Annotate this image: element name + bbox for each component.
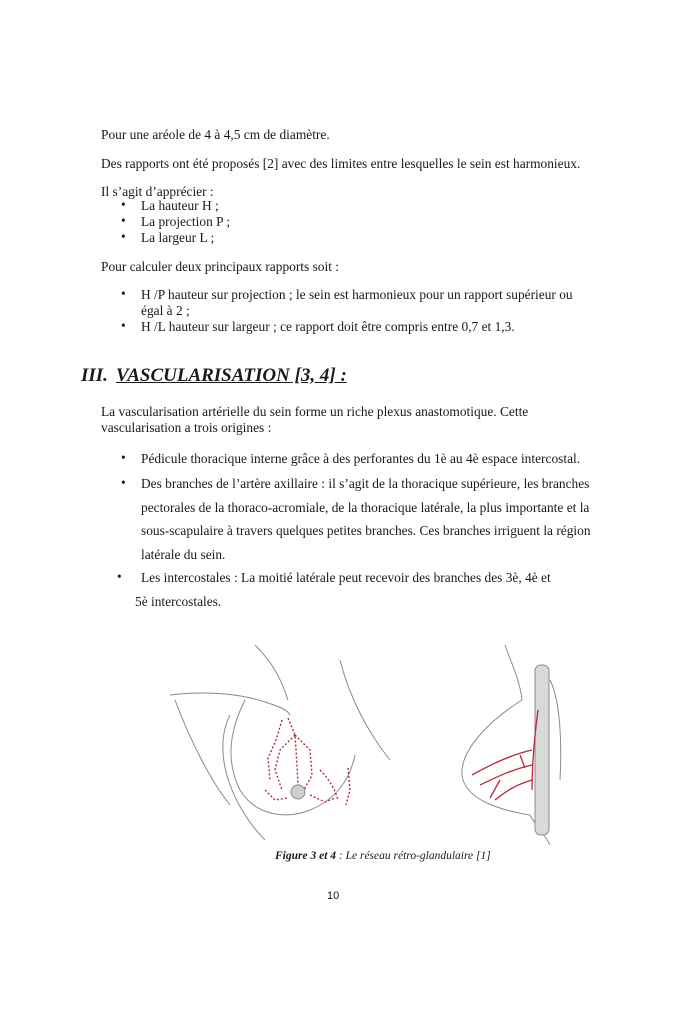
bullet: •	[117, 569, 122, 584]
bullet: •	[121, 197, 126, 212]
intro-line1: La vascularisation artérielle du sein forme un riche plexus anastomotique. Cette	[101, 404, 529, 419]
text-areole: Pour une aréole de 4 à 4,5 cm de diamètre.	[101, 127, 330, 142]
origin-item3-line1: Les intercostales : La moitié latérale peut recevoir des branches des 3è, 4è et	[141, 570, 551, 585]
text-apprecier: Il s’agit d’apprécier :	[101, 184, 214, 199]
origin-item2-line4: latérale du sein.	[141, 547, 226, 562]
origin-item3-line2: 5è intercostales.	[135, 594, 222, 609]
list-item-projection: La projection P ;	[141, 214, 231, 229]
text-rapports: Des rapports ont été proposés [2] avec des limites entre lesquelles le sein est harmonieux.	[101, 156, 581, 171]
origin-item2-line1: Des branches de l’artère axillaire : il s’agit de la thoracique supérieure, les branches	[141, 476, 590, 491]
intro-line2: vascularisation a trois origines :	[101, 420, 272, 435]
section-heading	[81, 365, 347, 387]
figure-caption-text: : Le réseau rétro-glandulaire [1]	[336, 850, 491, 862]
figure-caption	[275, 850, 491, 862]
ratio-hl: H /L hauteur sur largeur ; ce rapport doit être compris entre 0,7 et 1,3.	[141, 319, 515, 334]
text-calculer: Pour calculer deux principaux rapports soit :	[101, 259, 339, 274]
figure-frontal-breast-illustration	[170, 640, 400, 845]
bullet: •	[121, 318, 126, 333]
section-number: III.	[81, 365, 108, 386]
list-item-hauteur: La hauteur H ;	[141, 198, 219, 213]
section-title: VASCULARISATION [3, 4] :	[115, 365, 347, 386]
bullet: •	[121, 229, 126, 244]
bullet: •	[121, 213, 126, 228]
bullet: •	[121, 286, 126, 301]
list-item-largeur: La largeur L ;	[141, 230, 215, 245]
ratio-hp-line1: H /P hauteur sur projection ; le sein est harmonieux pour un rapport supérieur ou	[141, 287, 573, 302]
origin-item1: Pédicule thoracique interne grâce à des perforantes du 1è au 4è espace intercostal.	[141, 451, 581, 466]
figure-label: Figure 3 et 4	[275, 850, 337, 862]
origin-item2-line3: sous-scapulaire à travers quelques petites branches. Ces branches irriguent la région	[141, 523, 591, 538]
page-number: 10	[327, 890, 340, 902]
bullet: •	[121, 475, 126, 490]
figure-lateral-breast-illustration	[450, 640, 570, 845]
origin-item2-line2: pectorales de la thoraco-acromiale, de la thoracique latérale, la plus importante et la	[141, 500, 590, 515]
bullet: •	[121, 450, 126, 465]
ratio-hp-line2: égal à 2 ;	[141, 303, 190, 318]
